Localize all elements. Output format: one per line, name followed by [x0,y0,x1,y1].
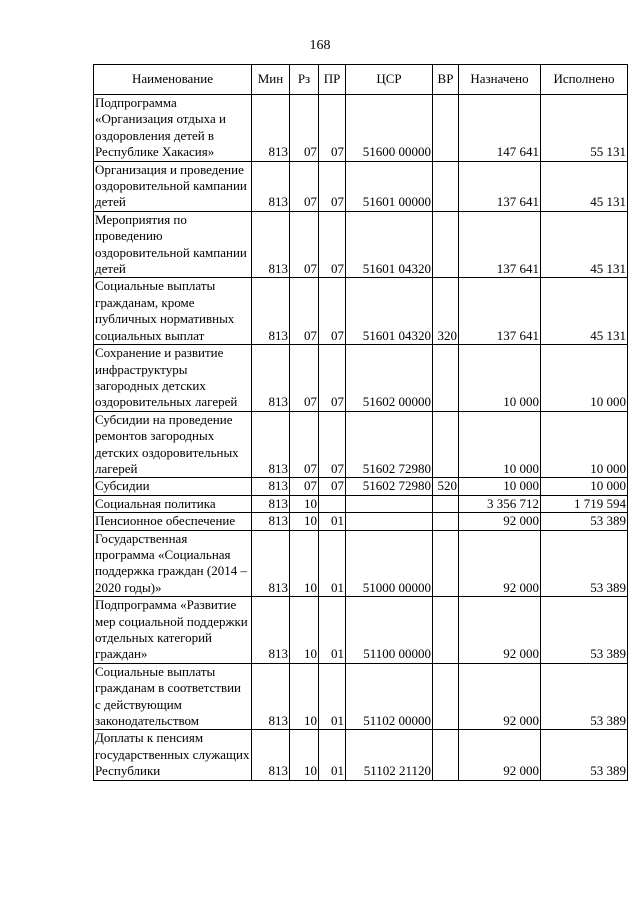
cell-name: Сохранение и развитие инфраструктуры загородных детских оздоровительных лагерей [94,345,252,412]
cell-csr [346,513,433,530]
cell-rz: 07 [290,411,319,478]
cell-csr: 51601 00000 [346,161,433,211]
cell-csr: 51601 04320 [346,211,433,278]
cell-min: 813 [252,530,290,597]
cell-csr: 51601 04320 [346,278,433,345]
cell-vr [433,597,459,664]
cell-assigned: 137 641 [459,161,541,211]
cell-vr [433,513,459,530]
cell-executed: 45 131 [541,278,628,345]
cell-min: 813 [252,345,290,412]
cell-min: 813 [252,411,290,478]
cell-vr [433,161,459,211]
cell-name: Субсидии на проведение ремонтов загородных детских оздоровительных лагерей [94,411,252,478]
cell-rz: 07 [290,161,319,211]
cell-name: Организация и проведение оздоровительной кампании детей [94,161,252,211]
cell-executed: 53 389 [541,730,628,780]
cell-assigned: 3 356 712 [459,495,541,512]
cell-vr: 320 [433,278,459,345]
cell-executed: 45 131 [541,211,628,278]
cell-executed: 10 000 [541,411,628,478]
cell-min: 813 [252,478,290,495]
header-pr: ПР [319,65,346,95]
cell-min: 813 [252,663,290,730]
cell-pr: 07 [319,478,346,495]
page-number: 168 [309,38,331,53]
budget-execution-table [93,64,628,781]
cell-assigned: 147 641 [459,95,541,162]
cell-name: Государственная программа «Социальная поддержка граждан (2014 – 2020 годы)» [94,530,252,597]
cell-executed: 53 389 [541,663,628,730]
cell-assigned: 10 000 [459,411,541,478]
cell-vr [433,345,459,412]
cell-name: Социальные выплаты гражданам в соответствии с действующим законодательством [94,663,252,730]
cell-min: 813 [252,95,290,162]
cell-assigned: 92 000 [459,730,541,780]
cell-csr [346,495,433,512]
cell-pr: 07 [319,278,346,345]
header-name: Наименование [94,65,252,95]
cell-rz: 07 [290,478,319,495]
cell-vr: 520 [433,478,459,495]
cell-pr: 01 [319,597,346,664]
cell-rz: 10 [290,513,319,530]
table-row [94,530,628,597]
cell-min: 813 [252,278,290,345]
cell-pr: 07 [319,95,346,162]
cell-min: 813 [252,597,290,664]
cell-csr: 51100 00000 [346,597,433,664]
cell-rz: 10 [290,597,319,664]
cell-rz: 07 [290,278,319,345]
table-row [94,495,628,512]
cell-assigned: 92 000 [459,513,541,530]
cell-rz: 10 [290,495,319,512]
table-row [94,345,628,412]
cell-rz: 07 [290,211,319,278]
header-executed: Исполнено [541,65,628,95]
cell-csr: 51600 00000 [346,95,433,162]
cell-vr [433,211,459,278]
cell-csr: 51602 00000 [346,345,433,412]
cell-vr [433,530,459,597]
cell-executed: 53 389 [541,530,628,597]
cell-csr: 51602 72980 [346,478,433,495]
table-row [94,95,628,162]
cell-executed: 10 000 [541,345,628,412]
header-min: Мин [252,65,290,95]
cell-executed: 53 389 [541,597,628,664]
cell-assigned: 92 000 [459,663,541,730]
table-row [94,211,628,278]
header-assigned: Назначено [459,65,541,95]
cell-executed: 45 131 [541,161,628,211]
cell-pr: 01 [319,663,346,730]
cell-name: Пенсионное обеспечение [94,513,252,530]
table-row [94,597,628,664]
cell-name: Социальные выплаты гражданам, кроме публичных нормативных социальных выплат [94,278,252,345]
table-row [94,513,628,530]
cell-name: Субсидии [94,478,252,495]
table-row [94,730,628,780]
cell-csr: 51102 00000 [346,663,433,730]
cell-assigned: 92 000 [459,597,541,664]
cell-assigned: 10 000 [459,345,541,412]
cell-rz: 10 [290,530,319,597]
cell-pr: 07 [319,211,346,278]
cell-pr: 01 [319,730,346,780]
cell-vr [433,730,459,780]
table-row [94,161,628,211]
cell-assigned: 10 000 [459,478,541,495]
cell-pr: 01 [319,513,346,530]
table-row [94,278,628,345]
cell-executed: 55 131 [541,95,628,162]
cell-vr [433,663,459,730]
table-body [94,95,628,781]
cell-csr: 51102 21120 [346,730,433,780]
cell-executed: 10 000 [541,478,628,495]
header-csr: ЦСР [346,65,433,95]
table-row [94,478,628,495]
cell-min: 813 [252,211,290,278]
cell-pr: 07 [319,161,346,211]
cell-name: Доплаты к пенсиям государственных служащих Республики [94,730,252,780]
cell-csr: 51602 72980 [346,411,433,478]
cell-min: 813 [252,161,290,211]
cell-min: 813 [252,495,290,512]
cell-pr: 01 [319,530,346,597]
cell-pr: 07 [319,411,346,478]
cell-assigned: 137 641 [459,211,541,278]
header-rz: Рз [290,65,319,95]
cell-rz: 07 [290,345,319,412]
header-vr: ВР [433,65,459,95]
cell-assigned: 92 000 [459,530,541,597]
cell-executed: 1 719 594 [541,495,628,512]
cell-vr [433,495,459,512]
table-header-row [94,65,628,95]
cell-name: Мероприятия по проведению оздоровительной кампании детей [94,211,252,278]
table-row [94,663,628,730]
cell-min: 813 [252,513,290,530]
cell-name: Социальная политика [94,495,252,512]
cell-name: Подпрограмма «Организация отдыха и оздоровления детей в Республике Хакасия» [94,95,252,162]
cell-name: Подпрограмма «Развитие мер социальной поддержки отдельных категорий граждан» [94,597,252,664]
cell-pr [319,495,346,512]
cell-vr [433,411,459,478]
cell-vr [433,95,459,162]
cell-assigned: 137 641 [459,278,541,345]
table-row [94,411,628,478]
cell-rz: 10 [290,730,319,780]
cell-min: 813 [252,730,290,780]
cell-rz: 07 [290,95,319,162]
cell-csr: 51000 00000 [346,530,433,597]
cell-pr: 07 [319,345,346,412]
cell-rz: 10 [290,663,319,730]
cell-executed: 53 389 [541,513,628,530]
